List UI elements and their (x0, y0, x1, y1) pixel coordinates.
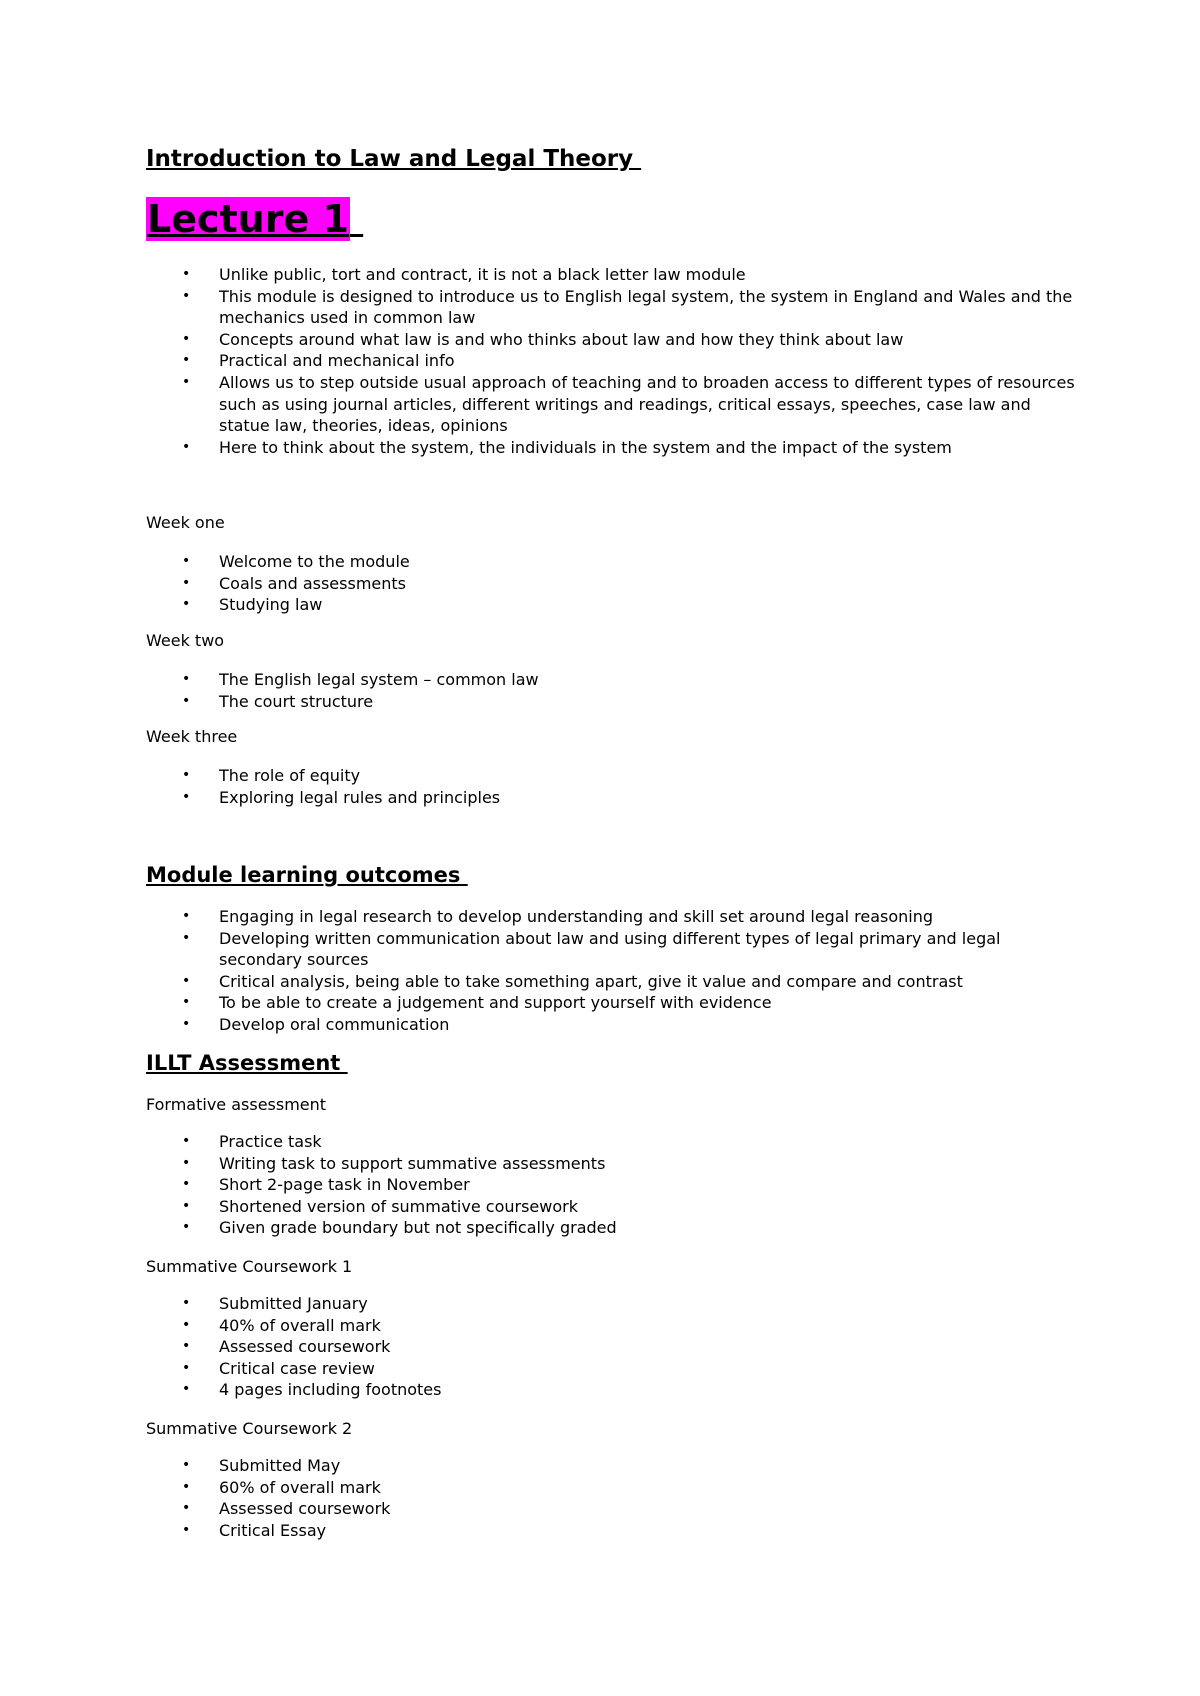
bullet-icon: • (182, 1359, 191, 1376)
list-item-text: The role of equity (219, 766, 361, 785)
list-item-text: 60% of overall mark (219, 1477, 381, 1497)
list-item (146, 1014, 1076, 1036)
bullet-icon: • (182, 1133, 191, 1149)
list-item (146, 928, 1076, 971)
bullet-icon: • (182, 1457, 191, 1473)
list-item-text: To be able to create a judgement and support yourself with evidence (219, 993, 772, 1013)
list-item (146, 669, 1076, 691)
list-item-text: Writing task to support summative assessments (219, 1153, 606, 1173)
list-item-text: Assessed coursework (219, 1499, 391, 1519)
list-item-text: Short 2-page task in November (219, 1175, 470, 1195)
list-item-text: Develop oral communication (219, 1014, 450, 1034)
bullet-icon: • (182, 908, 191, 924)
list-item-text: This module is designed to introduce us to English legal system, the system in England and Wales and the mechanics used in common law (219, 286, 1073, 328)
bullet-icon: • (182, 1338, 191, 1355)
bullet-icon: • (182, 373, 191, 390)
list-item (146, 1379, 1076, 1401)
list-item (146, 551, 1076, 573)
bullet-icon: • (182, 1219, 191, 1236)
bullet-icon: • (182, 1176, 191, 1193)
bullet-icon: • (182, 1154, 191, 1171)
list-item (146, 286, 1076, 329)
bullet-icon: • (182, 1197, 191, 1214)
list-item-text: Practice task (219, 1132, 322, 1151)
list-item-text: Submitted January (219, 1294, 368, 1313)
week-one-list (146, 551, 1076, 616)
summative-two-list (146, 1455, 1076, 1541)
outcomes-heading: Module learning outcomes (146, 863, 468, 887)
list-item (146, 1293, 1076, 1315)
list-item-text: Concepts around what law is and who thinks about law and how they think about law (219, 329, 904, 349)
bullet-icon: • (182, 972, 191, 989)
list-item-text: Here to think about the system, the individuals in the system and the impact of the system (219, 437, 952, 457)
list-item (146, 691, 1076, 713)
bullet-icon: • (182, 352, 191, 369)
list-item-text: Assessed coursework (219, 1337, 391, 1357)
list-item-text: Critical Essay (219, 1520, 327, 1540)
bullet-icon: • (182, 438, 191, 455)
list-item-text: Critical case review (219, 1358, 375, 1378)
bullet-icon: • (182, 1015, 191, 1032)
outcomes-list (146, 906, 1076, 1036)
list-item (146, 1336, 1076, 1358)
summative-one-label: Summative Coursework 1 (146, 1257, 353, 1276)
list-item (146, 573, 1076, 595)
list-item (146, 1477, 1076, 1499)
list-item (146, 1520, 1076, 1542)
list-item-text: Unlike public, tort and contract, it is not a black letter law module (219, 265, 746, 284)
bullet-icon: • (182, 574, 191, 591)
document-title: Introduction to Law and Legal Theory (146, 146, 642, 172)
list-item (146, 1455, 1076, 1477)
summative-two-label: Summative Coursework 2 (146, 1419, 353, 1438)
list-item-text: Submitted May (219, 1456, 341, 1475)
bullet-icon: • (182, 1316, 191, 1333)
bullet-icon: • (182, 596, 191, 613)
list-item (146, 1196, 1076, 1218)
week-three-label: Week three (146, 727, 238, 746)
list-item (146, 1153, 1076, 1175)
list-item-text: Developing written communication about law and using different types of legal primary and legal secondary sources (219, 928, 1001, 970)
assessment-heading: ILLT Assessment (146, 1051, 348, 1075)
summative-one-list (146, 1293, 1076, 1401)
bullet-icon: • (182, 1295, 191, 1311)
list-item (146, 372, 1076, 437)
bullet-icon: • (182, 553, 191, 569)
list-item (146, 1498, 1076, 1520)
list-item (146, 594, 1076, 616)
list-item-text: Shortened version of summative coursework (219, 1196, 578, 1216)
list-item (146, 906, 1076, 928)
list-item-text: Given grade boundary but not specifically graded (219, 1218, 617, 1238)
list-item-text: The English legal system – common law (219, 670, 539, 689)
bullet-icon: • (182, 1381, 191, 1398)
list-item (146, 1217, 1076, 1239)
list-item-text: Critical analysis, being able to take something apart, give it value and compare and contrast (219, 971, 963, 991)
list-item (146, 971, 1076, 993)
lecture-heading (146, 196, 363, 242)
week-one-label: Week one (146, 513, 225, 532)
bullet-icon: • (182, 767, 191, 783)
list-item (146, 787, 1076, 809)
bullet-icon: • (182, 1478, 191, 1495)
list-item-text: Engaging in legal research to develop understanding and skill set around legal reasoning (219, 907, 934, 926)
list-item-text: Allows us to step outside usual approach of teaching and to broaden access to different types of resources such as using journal articles, different writings and readings, critical essays, speeches, case law and statue law, theories, ideas, opinions (219, 372, 1075, 436)
lecture-heading-highlight: Lecture 1 (147, 197, 349, 241)
list-item-text: 4 pages including footnotes (219, 1380, 442, 1400)
bullet-icon: • (182, 788, 191, 805)
list-item (146, 1131, 1076, 1153)
list-item-text: 40% of overall mark (219, 1315, 381, 1335)
week-two-label: Week two (146, 631, 225, 650)
list-item (146, 765, 1076, 787)
list-item (146, 1174, 1076, 1196)
bullet-icon: • (182, 266, 191, 282)
list-item-text: Welcome to the module (219, 552, 410, 571)
list-item (146, 264, 1076, 286)
formative-list (146, 1131, 1076, 1239)
intro-bullet-list (146, 264, 1076, 458)
formative-label: Formative assessment (146, 1095, 327, 1114)
list-item-text: Practical and mechanical info (219, 351, 455, 371)
bullet-icon: • (182, 287, 191, 304)
bullet-icon: • (182, 1521, 191, 1538)
bullet-icon: • (182, 671, 191, 687)
list-item (146, 329, 1076, 351)
list-item (146, 1315, 1076, 1337)
bullet-icon: • (182, 692, 191, 709)
list-item (146, 350, 1076, 372)
bullet-icon: • (182, 994, 191, 1011)
list-item-text: Coals and assessments (219, 573, 406, 593)
list-item-text: Studying law (219, 595, 323, 615)
list-item (146, 992, 1076, 1014)
bullet-icon: • (182, 330, 191, 347)
list-item-text: The court structure (219, 691, 374, 711)
bullet-icon: • (182, 1500, 191, 1517)
week-two-list (146, 669, 1076, 712)
list-item (146, 1358, 1076, 1380)
list-item (146, 437, 1076, 459)
week-three-list (146, 765, 1076, 808)
list-item-text: Exploring legal rules and principles (219, 787, 501, 807)
bullet-icon: • (182, 929, 191, 946)
